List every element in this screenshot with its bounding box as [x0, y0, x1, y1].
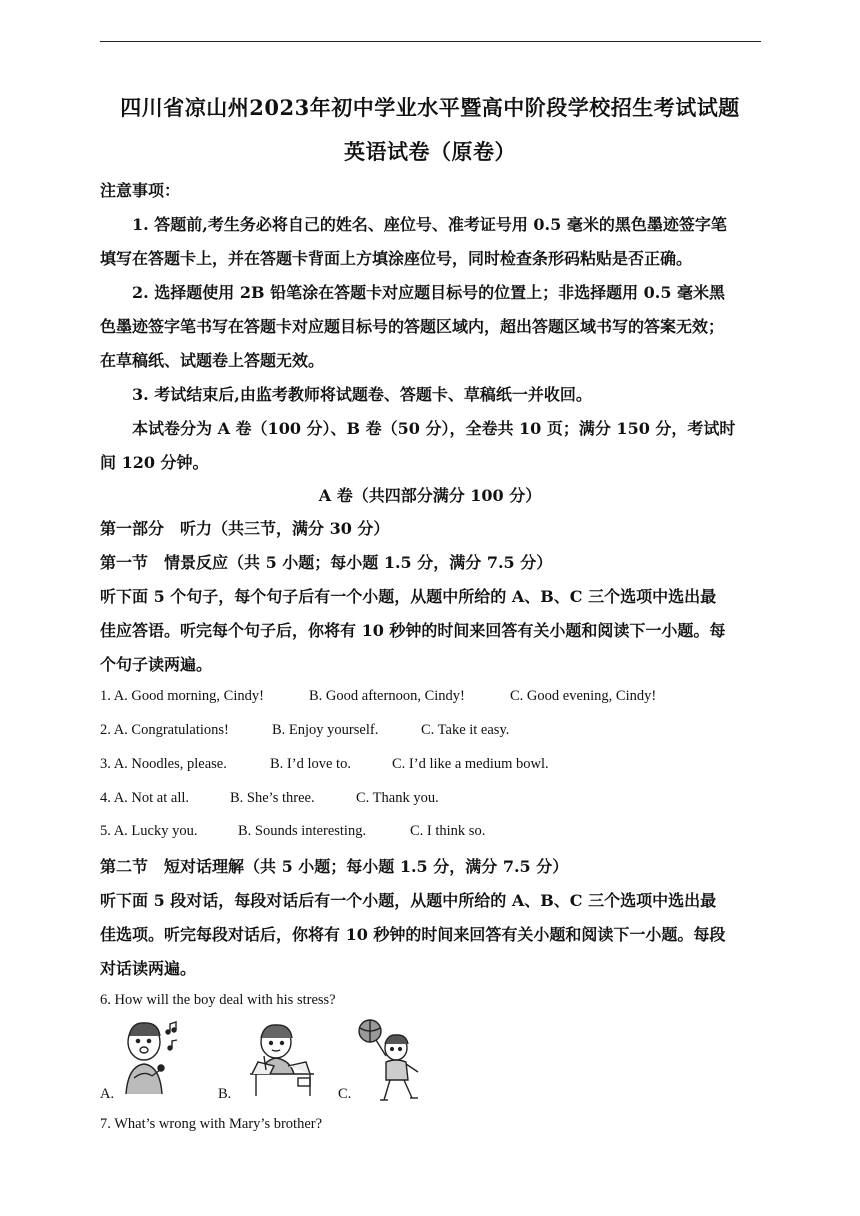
section-2-heading: 第二节 短对话理解（共 5 小题；每小题 1.5 分，满分 7.5 分） [100, 857, 569, 876]
option-c: C. I’d like a medium bowl. [392, 756, 549, 772]
section-2-instructions-cont: 佳选项。听完每段对话后，你将有 10 秒钟的时间来回答有关小题和阅读下一小题。每段 [100, 925, 726, 944]
exam-info-cont: 间 120 分钟。 [100, 453, 209, 472]
option-b: B. Enjoy yourself. [272, 722, 379, 738]
option-a: 1. A. Good morning, Cindy! [100, 688, 264, 704]
header-rule [100, 41, 761, 42]
part-1-heading: 第一部分 听力（共三节，满分 30 分） [100, 519, 390, 538]
picture-label-c: C. [338, 1086, 352, 1102]
studying-boy-picture [236, 1022, 322, 1098]
exam-subtitle: 英语试卷（原卷） [344, 139, 516, 164]
question-2 [100, 722, 770, 744]
exam-title: 四川省凉山州2023年初中学业水平暨高中阶段学校招生考试试题 [120, 95, 740, 120]
notice-item-1-cont: 填写在答题卡上，并在答题卡背面上方填涂座位号，同时检查条形码粘贴是否正确。 [100, 249, 693, 268]
option-c: C. I think so. [410, 823, 486, 839]
option-b: B. Good afternoon, Cindy! [309, 688, 465, 704]
option-a: 2. A. Congratulations! [100, 722, 229, 738]
notice-item-2-cont: 色墨迹签字笔书写在答题卡对应题目标号的答题区域内，超出答题区域书写的答案无效； [100, 317, 725, 336]
section-a-heading: A 卷（共四部分满分 100 分） [318, 486, 542, 505]
exam-info: 本试卷分为 A 卷（100 分）、B 卷（50 分），全卷共 10 页；满分 150 分，考试时 [132, 419, 736, 438]
option-a: 3. A. Noodles, please. [100, 756, 227, 772]
notice-item-1: 1. 答题前,考生务必将自己的姓名、座位号、准考证号用 0.5 毫米的黑色墨迹签字笔 [132, 215, 727, 234]
question-3 [100, 756, 770, 778]
question-7: 7. What’s wrong with Mary’s brother? [100, 1116, 323, 1132]
option-c: C. Take it easy. [421, 722, 510, 738]
singing-boy-picture [116, 1018, 186, 1094]
picture-label-a: A. [100, 1086, 115, 1102]
question-4 [100, 790, 770, 812]
notice-heading: 注意事项： [100, 181, 181, 200]
option-c: C. Good evening, Cindy! [510, 688, 657, 704]
notice-item-3: 3. 考试结束后,由监考教师将试题卷、答题卡、草稿纸一并收回。 [132, 385, 592, 404]
section-2-instructions: 听下面 5 段对话，每段对话后有一个小题，从题中所给的 A、B、C 三个选项中选出最 [100, 891, 717, 910]
notice-item-2: 2. 选择题使用 2B 铅笔涂在答题卡对应题目标号的位置上；非选择题用 0.5 毫米黑 [132, 283, 726, 302]
section-2-instructions-cont2: 对话读两遍。 [100, 959, 197, 978]
option-b: B. Sounds interesting. [238, 823, 367, 839]
option-c: C. Thank you. [356, 790, 439, 806]
section-1-instructions-cont2: 个句子读两遍。 [100, 655, 213, 674]
question-5 [100, 823, 770, 845]
section-1-heading: 第一节 情景反应（共 5 小题；每小题 1.5 分，满分 7.5 分） [100, 553, 553, 572]
section-1-instructions: 听下面 5 个句子，每个句子后有一个小题，从题中所给的 A、B、C 三个选项中选出最 [100, 587, 717, 606]
question-6: 6. How will the boy deal with his stress? [100, 992, 336, 1008]
option-b: B. I’d love to. [270, 756, 351, 772]
option-a: 5. A. Lucky you. [100, 823, 198, 839]
section-1-instructions-cont: 佳应答语。听完每个句子后，你将有 10 秒钟的时间来回答有关小题和阅读下一小题。每 [100, 621, 726, 640]
option-a: 4. A. Not at all. [100, 790, 190, 806]
option-b: B. She’s three. [230, 790, 315, 806]
basketball-boy-picture [356, 1018, 426, 1104]
notice-item-2-cont2: 在草稿纸、试题卷上答题无效。 [100, 351, 325, 370]
picture-label-b: B. [218, 1086, 232, 1102]
question-1 [100, 688, 770, 710]
